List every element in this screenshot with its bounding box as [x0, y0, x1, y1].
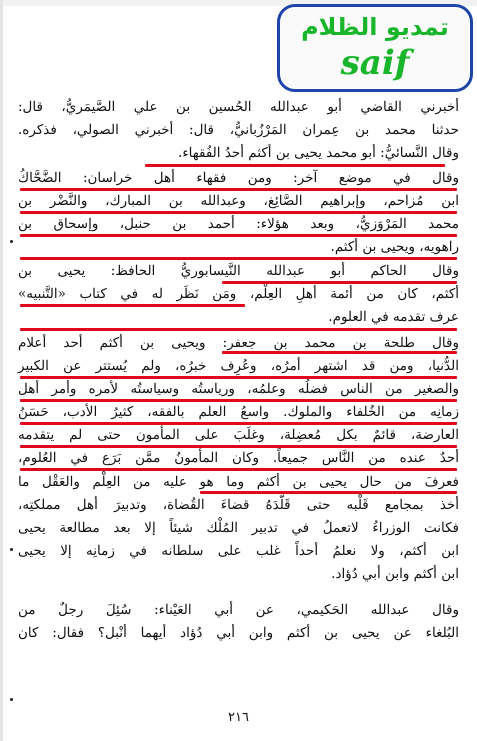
- text-line-12: الدُّنيا، ومن قد اشتهر أمرُه، وعُرِف خبرُه، ولم يُستتر عن الكبير: [18, 358, 459, 374]
- underline-3: [20, 211, 457, 214]
- text-line-2: حدثنا محمد بن عِمران المَرْزُبانيُّ، قال: أخبرني الصولي، فذكره.: [18, 122, 459, 138]
- text-line-14: زمانِه من الخُلفاء والملوك. واسعُ العلم بالفقه، كثيرُ الأدب، حَسَنُ: [18, 404, 459, 420]
- text-line-3: وقال النَّسائيُّ: أبو محمد يحيى بن أكثم أحدُ الفُقهاء.: [178, 145, 459, 161]
- underline-9: [222, 351, 457, 354]
- text-line-10: عرف تقدمه في العلوم.: [328, 309, 459, 325]
- text-line-15: العارضة، قائمٌ بكل مُعضِلة، وغلَبَ على المأمون حتى لم يتقدمه: [18, 427, 459, 443]
- text-line-23: البُلغاء عن يحيى بن أكثم وابن أبي دُؤاد أيهما أنْبل؟ فقال: كان: [18, 625, 459, 641]
- underline-7: [20, 304, 245, 307]
- page-left-edge: [0, 0, 3, 741]
- text-line-17: فعرفَ من حال يحيى بن أكثم وما هو عليه من العِلْم والعَقْل ما: [18, 474, 459, 490]
- text-line-5: ابن مُزاحم، وإبراهيم الصَّائِغ، وعبدالله بن المبارك، والنَّضْر بن: [18, 193, 459, 209]
- underline-12: [20, 422, 457, 425]
- text-line-16: أحدٌ عنده من النَّاس جميعاً. وكان المأمونُ ممَّن بَرَع في العُلوم،: [18, 450, 459, 466]
- margin-mark: [10, 548, 13, 551]
- underline-14: [20, 468, 457, 471]
- text-line-13: والصغير من الناس فضلُه وعلمُه، ورياستُه وسياستُه لأمره وأمر أهل: [18, 381, 459, 397]
- watermark-logo: [277, 4, 473, 92]
- underline-10: [20, 376, 457, 379]
- text-line-11: وقال طلحة بن محمد بن جعفر: ويحيى بن أكثم أحد أعلام: [18, 335, 459, 351]
- text-line-7: راهويه، ويحيى بن أكثم.: [330, 239, 459, 255]
- text-line-6: محمد المَرْوَزيُّ، وبعد هؤلاء: أحمد بن حنبل، وإسحاق بن: [18, 216, 459, 232]
- text-line-1: أخبرني القاضي أبو عبدالله الحُسين بن علي الصَّيمَريُّ، قال:: [18, 99, 459, 115]
- text-line-4: وقال في موضع آخر: ومن فقهاء أهل خراسان: الضَّحَّاكُ: [18, 170, 459, 186]
- underline-13: [20, 445, 457, 448]
- margin-mark: [10, 240, 13, 243]
- text-line-22: وقال عبدالله الحَكيمي، عن أبي العَيْناء: سُئِلَ رجلٌ من: [18, 602, 459, 618]
- underline-1: [145, 164, 445, 167]
- underline-11: [20, 399, 457, 402]
- text-line-9: أكثم، كان من أئمة أهلِ العِلْم، ومَن نَظَر له في كتاب «التَّنبيه»: [18, 286, 459, 302]
- watermark-latin-text: saif: [340, 43, 410, 83]
- underline-15: [200, 491, 457, 494]
- text-line-20: ابن أكثم، ولا نعلمُ أحداً غلب على سلطانه في زمانِه إلا يحيى: [18, 543, 459, 559]
- margin-mark: [10, 698, 13, 701]
- underline-5: [20, 257, 457, 260]
- text-line-21: ابن أكثم وابن أبي دُؤاد.: [331, 566, 459, 582]
- page-number: ٢١٦: [228, 710, 249, 725]
- underline-4: [20, 234, 457, 237]
- underline-2: [20, 188, 457, 191]
- watermark-arabic-text: تمديو الظلام: [301, 13, 449, 41]
- text-line-19: فكانت الوزراءُ لاتعملُ في تدبير المُلْك شيئاً إلا بعد مطالعة يحيى: [18, 520, 459, 536]
- text-line-8: وقال الحاكم أبو عبدالله النَّيسابوريُّ الحافظ: يحيى بن: [18, 263, 459, 279]
- text-line-18: أخذ بمجامع قَلْبه حتى قَلَّدَهُ قضاءَ القُضاة، وتدبيرَ أهل مملكتِه،: [18, 497, 459, 513]
- underline-6: [222, 281, 457, 284]
- underline-8: [20, 328, 457, 331]
